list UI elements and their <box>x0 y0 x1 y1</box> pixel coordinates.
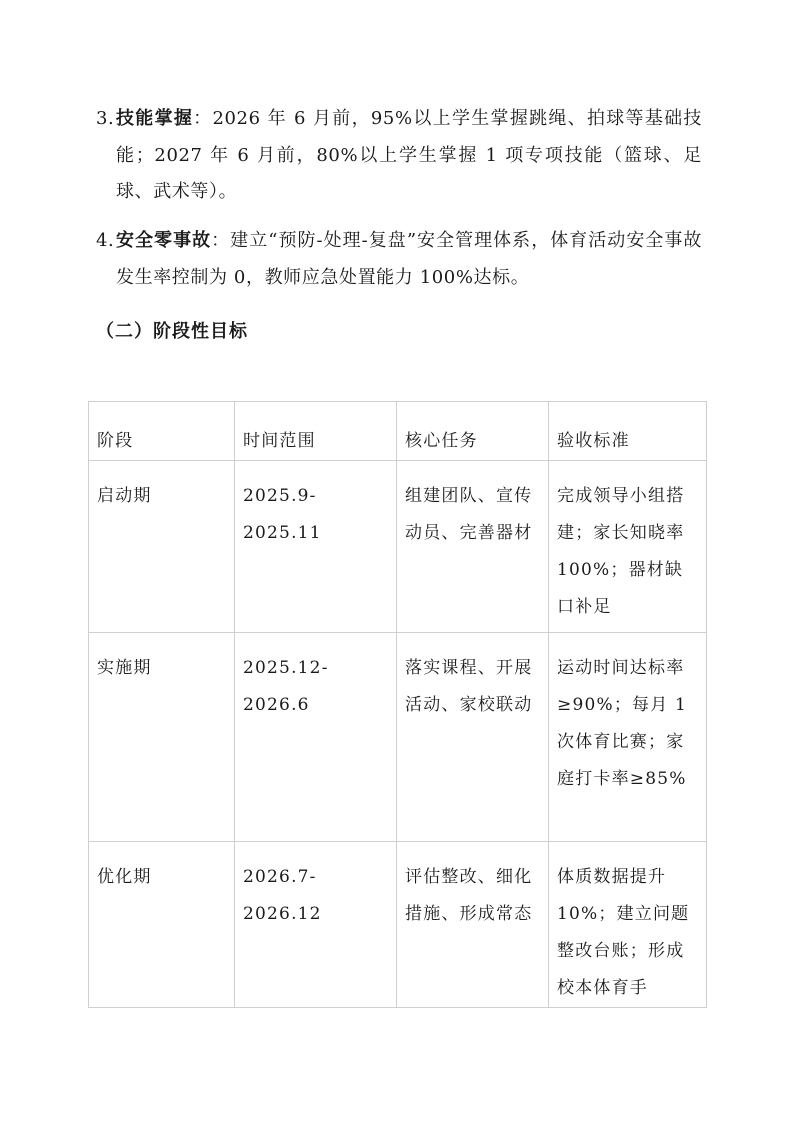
goal-item-safety <box>96 223 702 296</box>
goal-term: 安全零事故 <box>116 230 212 251</box>
header-core-tasks: 核心任务 <box>397 402 549 461</box>
goal-number: 4. <box>96 230 115 251</box>
time-cell: 2025.12- 2026.6 <box>235 633 397 842</box>
criteria-cell: 完成领导小组搭建；家长知晓率 100%；器材缺口补足 <box>549 461 707 633</box>
section-heading: （二）阶段性目标 <box>96 321 248 342</box>
stage-cell: 启动期 <box>89 461 235 633</box>
task-cell: 落实课程、开展活动、家校联动 <box>397 633 549 842</box>
criteria-cell: 体质数据提升 10%；建立问题整改台账；形成校本体育手 <box>549 842 707 1008</box>
goal-body <box>96 101 702 211</box>
goal-body <box>96 223 702 296</box>
goal-text: ：建立“预防-处理-复盘”安全管理体系，体育活动安全事故发生率控制为 0，教师应急处置能力 100%达标。 <box>116 230 703 288</box>
stage-cell: 优化期 <box>89 842 235 1008</box>
goal-text: ：2026 年 6 月前，95%以上学生掌握跳绳、拍球等基础技能；2027 年 6 月前，80%以上学生掌握 1 项专项技能（篮球、足球、武术等）。 <box>116 108 702 202</box>
goal-item-skills <box>96 101 702 211</box>
header-stage: 阶段 <box>89 402 235 461</box>
goal-number: 3. <box>96 108 115 129</box>
table-row <box>89 842 707 1008</box>
header-time-range: 时间范围 <box>235 402 397 461</box>
header-acceptance-criteria: 验收标准 <box>549 402 707 461</box>
stage-goals-table <box>88 401 707 1008</box>
task-cell: 组建团队、宣传动员、完善器材 <box>397 461 549 633</box>
task-cell: 评估整改、细化措施、形成常态 <box>397 842 549 1008</box>
table-row <box>89 633 707 842</box>
criteria-cell: 运动时间达标率≥90%；每月 1 次体育比赛；家庭打卡率≥85% <box>549 633 707 842</box>
time-cell: 2026.7- 2026.12 <box>235 842 397 1008</box>
time-cell: 2025.9- 2025.11 <box>235 461 397 633</box>
table-row <box>89 461 707 633</box>
table-header-row <box>89 402 707 461</box>
stage-cell: 实施期 <box>89 633 235 842</box>
goal-term: 技能掌握 <box>116 108 194 129</box>
